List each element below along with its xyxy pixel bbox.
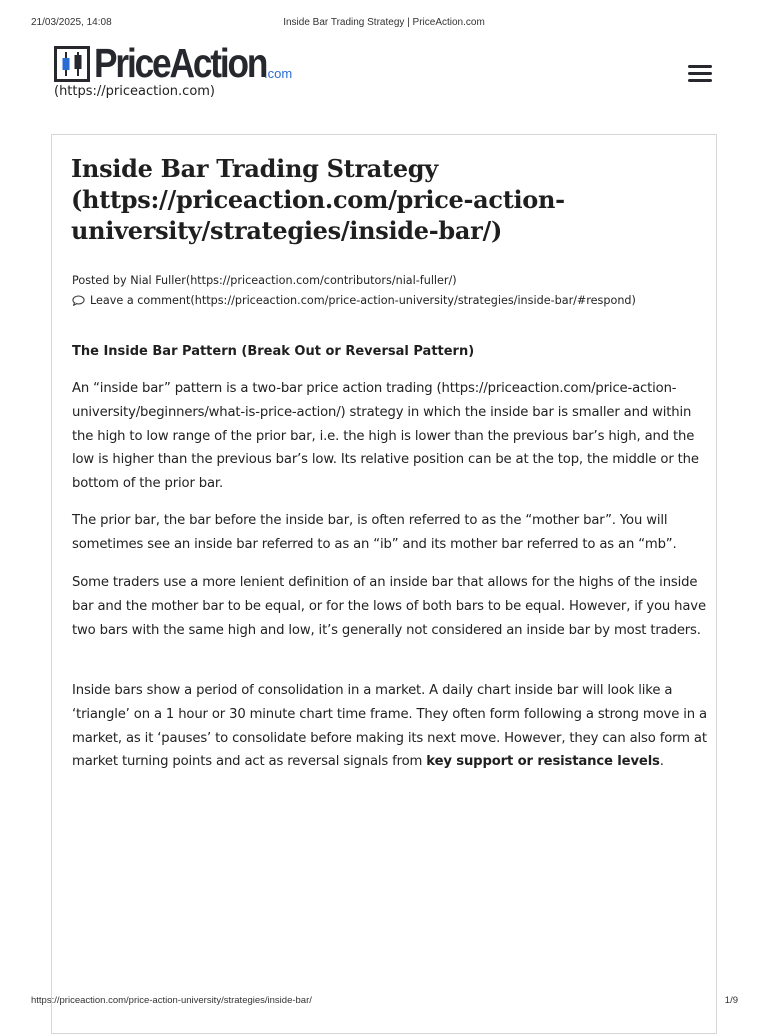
paragraph-consolidation xyxy=(72,679,708,774)
hamburger-menu-icon[interactable] xyxy=(688,65,712,83)
menu-bar xyxy=(688,72,712,75)
menu-bar xyxy=(688,65,712,68)
leave-comment-link[interactable] xyxy=(72,294,712,307)
paragraph-inside-bar-definition: An “inside bar” pattern is a two-bar price action trading (https://priceaction.com/price-action-university/beginners/what-is-price-action/) strategy in which the inside bar is smaller and within the high to low range of the prior bar, i.e. the high is lower than the previous bar’s high, and the low is higher than the previous bar’s low. Its relative position can be at the top, the middle or the bottom of the prior bar. xyxy=(72,381,699,492)
key-support-resistance-link[interactable]: key support or resistance levels xyxy=(426,754,660,770)
page-indicator: 1/9 xyxy=(724,995,738,1006)
paragraph-mother-bar: The prior bar, the bar before the inside bar, is often referred to as the “mother bar”. You will sometimes see an inside bar referred to as an “ib” and its mother bar referred to as an “mb”. xyxy=(72,513,677,552)
article-title[interactable]: Inside Bar Trading Strategy (https://priceaction.com/price-action-university/strategies/inside-bar/) xyxy=(71,154,565,245)
posted-by[interactable]: Posted by Nial Fuller(https://priceaction.com/contributors/nial-fuller/) xyxy=(72,274,457,287)
section-heading: The Inside Bar Pattern (Break Out or Reversal Pattern) xyxy=(72,344,475,359)
candlestick-icon xyxy=(54,46,90,82)
print-datetime: 21/03/2025, 14:08 xyxy=(31,17,112,28)
menu-bar xyxy=(688,79,712,82)
print-page-title: Inside Bar Trading Strategy | PriceAction.com xyxy=(283,17,485,28)
print-footer-url: https://priceaction.com/price-action-university/strategies/inside-bar/ xyxy=(31,995,312,1006)
print-header xyxy=(0,17,768,31)
logo-suffix: .com xyxy=(264,66,293,81)
logo-wordmark: PriceAction xyxy=(94,40,267,86)
comment-icon xyxy=(72,295,85,306)
paragraph-consolidation-text: Inside bars show a period of consolidation in a market. A daily chart inside bar will look like a ‘triangle’ on a 1 hour or 30 minute chart time frame. They often form following a strong move in a market, as it ‘pauses’ to consolidate before making its next move. However, they can also form at market turning points and act as reversal signals from xyxy=(72,683,707,770)
paragraph-end-punctuation: . xyxy=(659,754,664,770)
site-logo[interactable] xyxy=(54,40,294,86)
print-footer xyxy=(0,995,768,1009)
logo-link-text[interactable]: (https://priceaction.com) xyxy=(54,84,216,99)
paragraph-lenient-definition: Some traders use a more lenient definition of an inside bar that allows for the highs of the inside bar and the mother bar to be equal, or for the lows of both bars to be equal. However, if you have two bars with the same high and low, it’s generally not considered an inside bar by most traders. xyxy=(72,575,706,638)
leave-comment-text: Leave a comment(https://priceaction.com/price-action-university/strategies/inside-bar/#respond) xyxy=(90,294,636,307)
